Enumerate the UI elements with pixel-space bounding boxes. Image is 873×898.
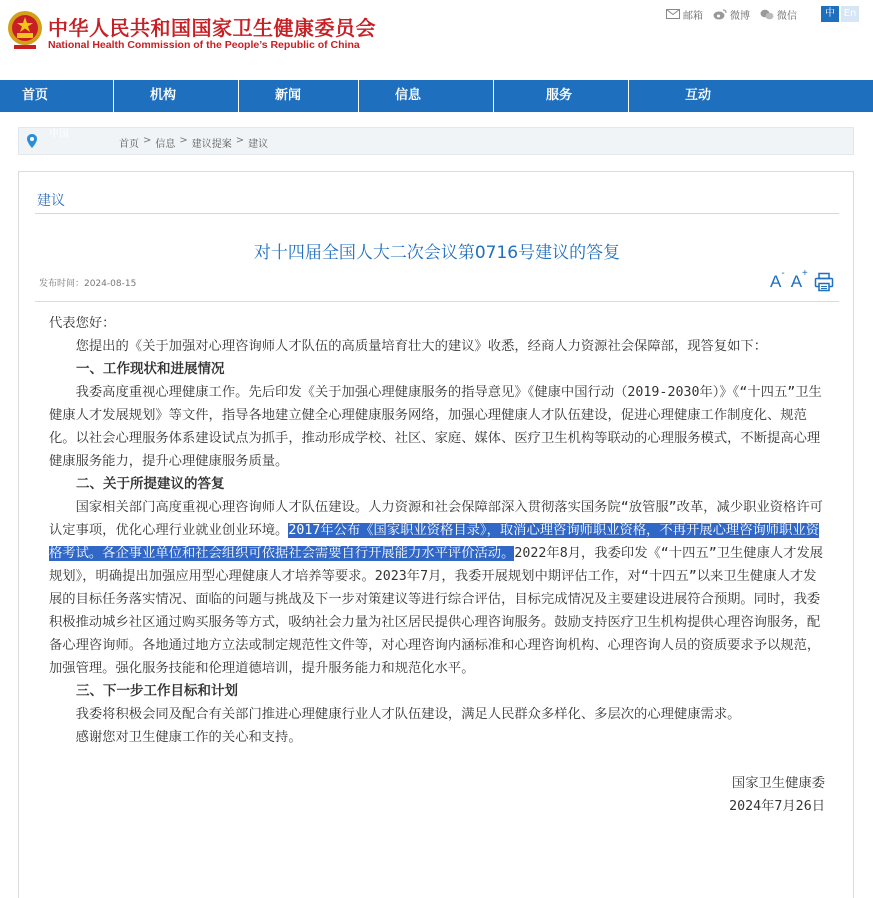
nav-information[interactable]: 信息 bbox=[359, 80, 494, 112]
site-header bbox=[0, 0, 873, 80]
breadcrumb-home[interactable]: 首页 bbox=[119, 139, 139, 150]
paragraph-status: 我委高度重视心理健康工作。先后印发《关于加强心理健康服务的指导意见》《健康中国行动（2019-2030年）》《“十四五”卫生健康人才发展规划》等文件，指导各地建立健全心理健康服务网络，加强心理健康人才队伍建设，促进心理健康工作制度化、规范化。以社会心理服务体系建设试点为抓手，推动形成学校、社区、家庭、媒体、医疗卫生机构等联动的心理服务模式，不断提高心理健康服务能力，提升心理健康服务质量。 bbox=[49, 385, 822, 469]
main-nav bbox=[0, 80, 873, 112]
heading-section-1: 一、工作现状和进展情况 bbox=[76, 361, 225, 377]
mail-icon bbox=[666, 9, 680, 19]
font-increase-label: A bbox=[790, 272, 803, 291]
font-increase-button[interactable]: A+ bbox=[790, 268, 808, 291]
nav-home[interactable]: 首页 bbox=[0, 80, 114, 112]
mail-label: 邮箱 bbox=[683, 10, 703, 22]
paragraph-intro: 您提出的《关于加强对心理咨询师人才队伍的高质量培育壮大的建议》收悉，经商人力资源社会保障部，现答复如下： bbox=[75, 339, 768, 354]
section-label: 建议 bbox=[37, 193, 65, 209]
weibo-link[interactable] bbox=[713, 7, 750, 22]
article-container bbox=[18, 171, 854, 898]
location-pin-icon bbox=[27, 134, 37, 148]
article-body bbox=[49, 312, 829, 818]
heading-section-2: 二、关于所提建议的答复 bbox=[76, 476, 225, 492]
paragraph-thanks: 感谢您对卫生健康工作的关心和支持。 bbox=[75, 730, 302, 745]
site-title-en[interactable]: National Health Commission of the People’s Republic of China bbox=[48, 39, 360, 51]
font-decrease-button[interactable]: A- bbox=[770, 268, 785, 291]
lang-cn-button[interactable]: 中 bbox=[821, 6, 839, 22]
site-title-cn[interactable]: 中华人民共和国国家卫生健康委员会 bbox=[48, 16, 376, 40]
breadcrumb-current[interactable]: 建议 bbox=[248, 139, 269, 150]
section-divider bbox=[35, 213, 839, 214]
nav-news[interactable]: 新闻 bbox=[239, 80, 359, 112]
signature-org: 国家卫生健康委 bbox=[731, 776, 825, 791]
nav-services[interactable]: 服务 bbox=[494, 80, 629, 112]
reply-part-3: 2022年8月，我委印发《“十四五”卫生健康人才发展规划》，明确提出加强应用型心理健康人才培养等要求。2023年7月，我委开展规划中期评估工作，对“十四五”以来卫生健康人才发展的目标任务落实情况、面临的问题与挑战及下一步对策建议等进行综合评估，目标完成情况及主要建设进展符合预期。同时，我委积极推动城乡社区通过购买服务等方式，吸纳社会力量为社区居民提供心理咨询服务。鼓励支持医疗卫生机构提供心理咨询服务，配备心理咨询师。各地通过地方立法或制定规范性文件等，对心理咨询内涵标准和心理咨询机构、心理咨询人员的资质要求予以规范，加强管理。强化服务技能和伦理道德培训，提升服务能力和规范化水平。 bbox=[49, 546, 824, 676]
selected-text[interactable]: 2017年公布《国家职业资格目录》，取消心理咨询师职业资格，不再开展心理咨询师职业资格考试。各企事业单位和社会组织可依据社会需要自行开展能力水平评价活动。 bbox=[49, 523, 819, 561]
nav-institutions[interactable]: 机构 bbox=[114, 80, 239, 112]
breadcrumb-ghost-text: 中国 bbox=[49, 129, 69, 140]
national-emblem-icon[interactable] bbox=[6, 8, 44, 52]
mail-link[interactable] bbox=[666, 7, 703, 22]
weibo-label: 微博 bbox=[730, 10, 750, 22]
paragraph-reply bbox=[49, 496, 829, 680]
breadcrumb-separator: > bbox=[143, 135, 152, 146]
breadcrumb-separator: > bbox=[179, 135, 188, 146]
salutation: 代表您好： bbox=[49, 316, 116, 331]
breadcrumb-info[interactable]: 信息 bbox=[155, 139, 176, 150]
weibo-icon bbox=[713, 9, 727, 20]
article-tools bbox=[770, 268, 834, 292]
wechat-label: 微信 bbox=[777, 10, 797, 22]
breadcrumb-proposals[interactable]: 建议提案 bbox=[191, 139, 232, 150]
wechat-icon bbox=[760, 9, 774, 20]
print-icon[interactable] bbox=[814, 272, 834, 292]
paragraph-plan: 我委将积极会同及配合有关部门推进心理健康行业人才队伍建设，满足人民群众多样化、多层次的心理健康需求。 bbox=[75, 707, 741, 722]
blank-line bbox=[49, 749, 829, 772]
article-title: 对十四届全国人大二次会议第0716号建议的答复 bbox=[253, 243, 621, 263]
breadcrumb-separator: > bbox=[235, 135, 245, 146]
signature-date: 2024年7月26日 bbox=[729, 799, 825, 814]
publish-date: 发布时间：2024-08-15 bbox=[39, 279, 137, 289]
header-divider bbox=[35, 301, 839, 302]
language-switch bbox=[821, 6, 859, 22]
wechat-link[interactable] bbox=[760, 7, 797, 22]
breadcrumb-bar bbox=[18, 127, 854, 155]
reply-part-1: 国家相关部门高度重视心理咨询师人才队伍建设。人力资源和社会保障部深入贯彻落实国务院“放管服”改革，减少职业资格许可认定事项，优化心理行业就业创业环境。 bbox=[49, 500, 823, 538]
heading-section-3: 三、下一步工作目标和计划 bbox=[76, 683, 238, 699]
top-links bbox=[666, 6, 859, 22]
lang-en-button[interactable]: En bbox=[841, 6, 859, 22]
font-decrease-label: A bbox=[770, 272, 782, 291]
breadcrumb bbox=[119, 135, 268, 150]
nav-interaction[interactable]: 互动 bbox=[685, 88, 712, 103]
